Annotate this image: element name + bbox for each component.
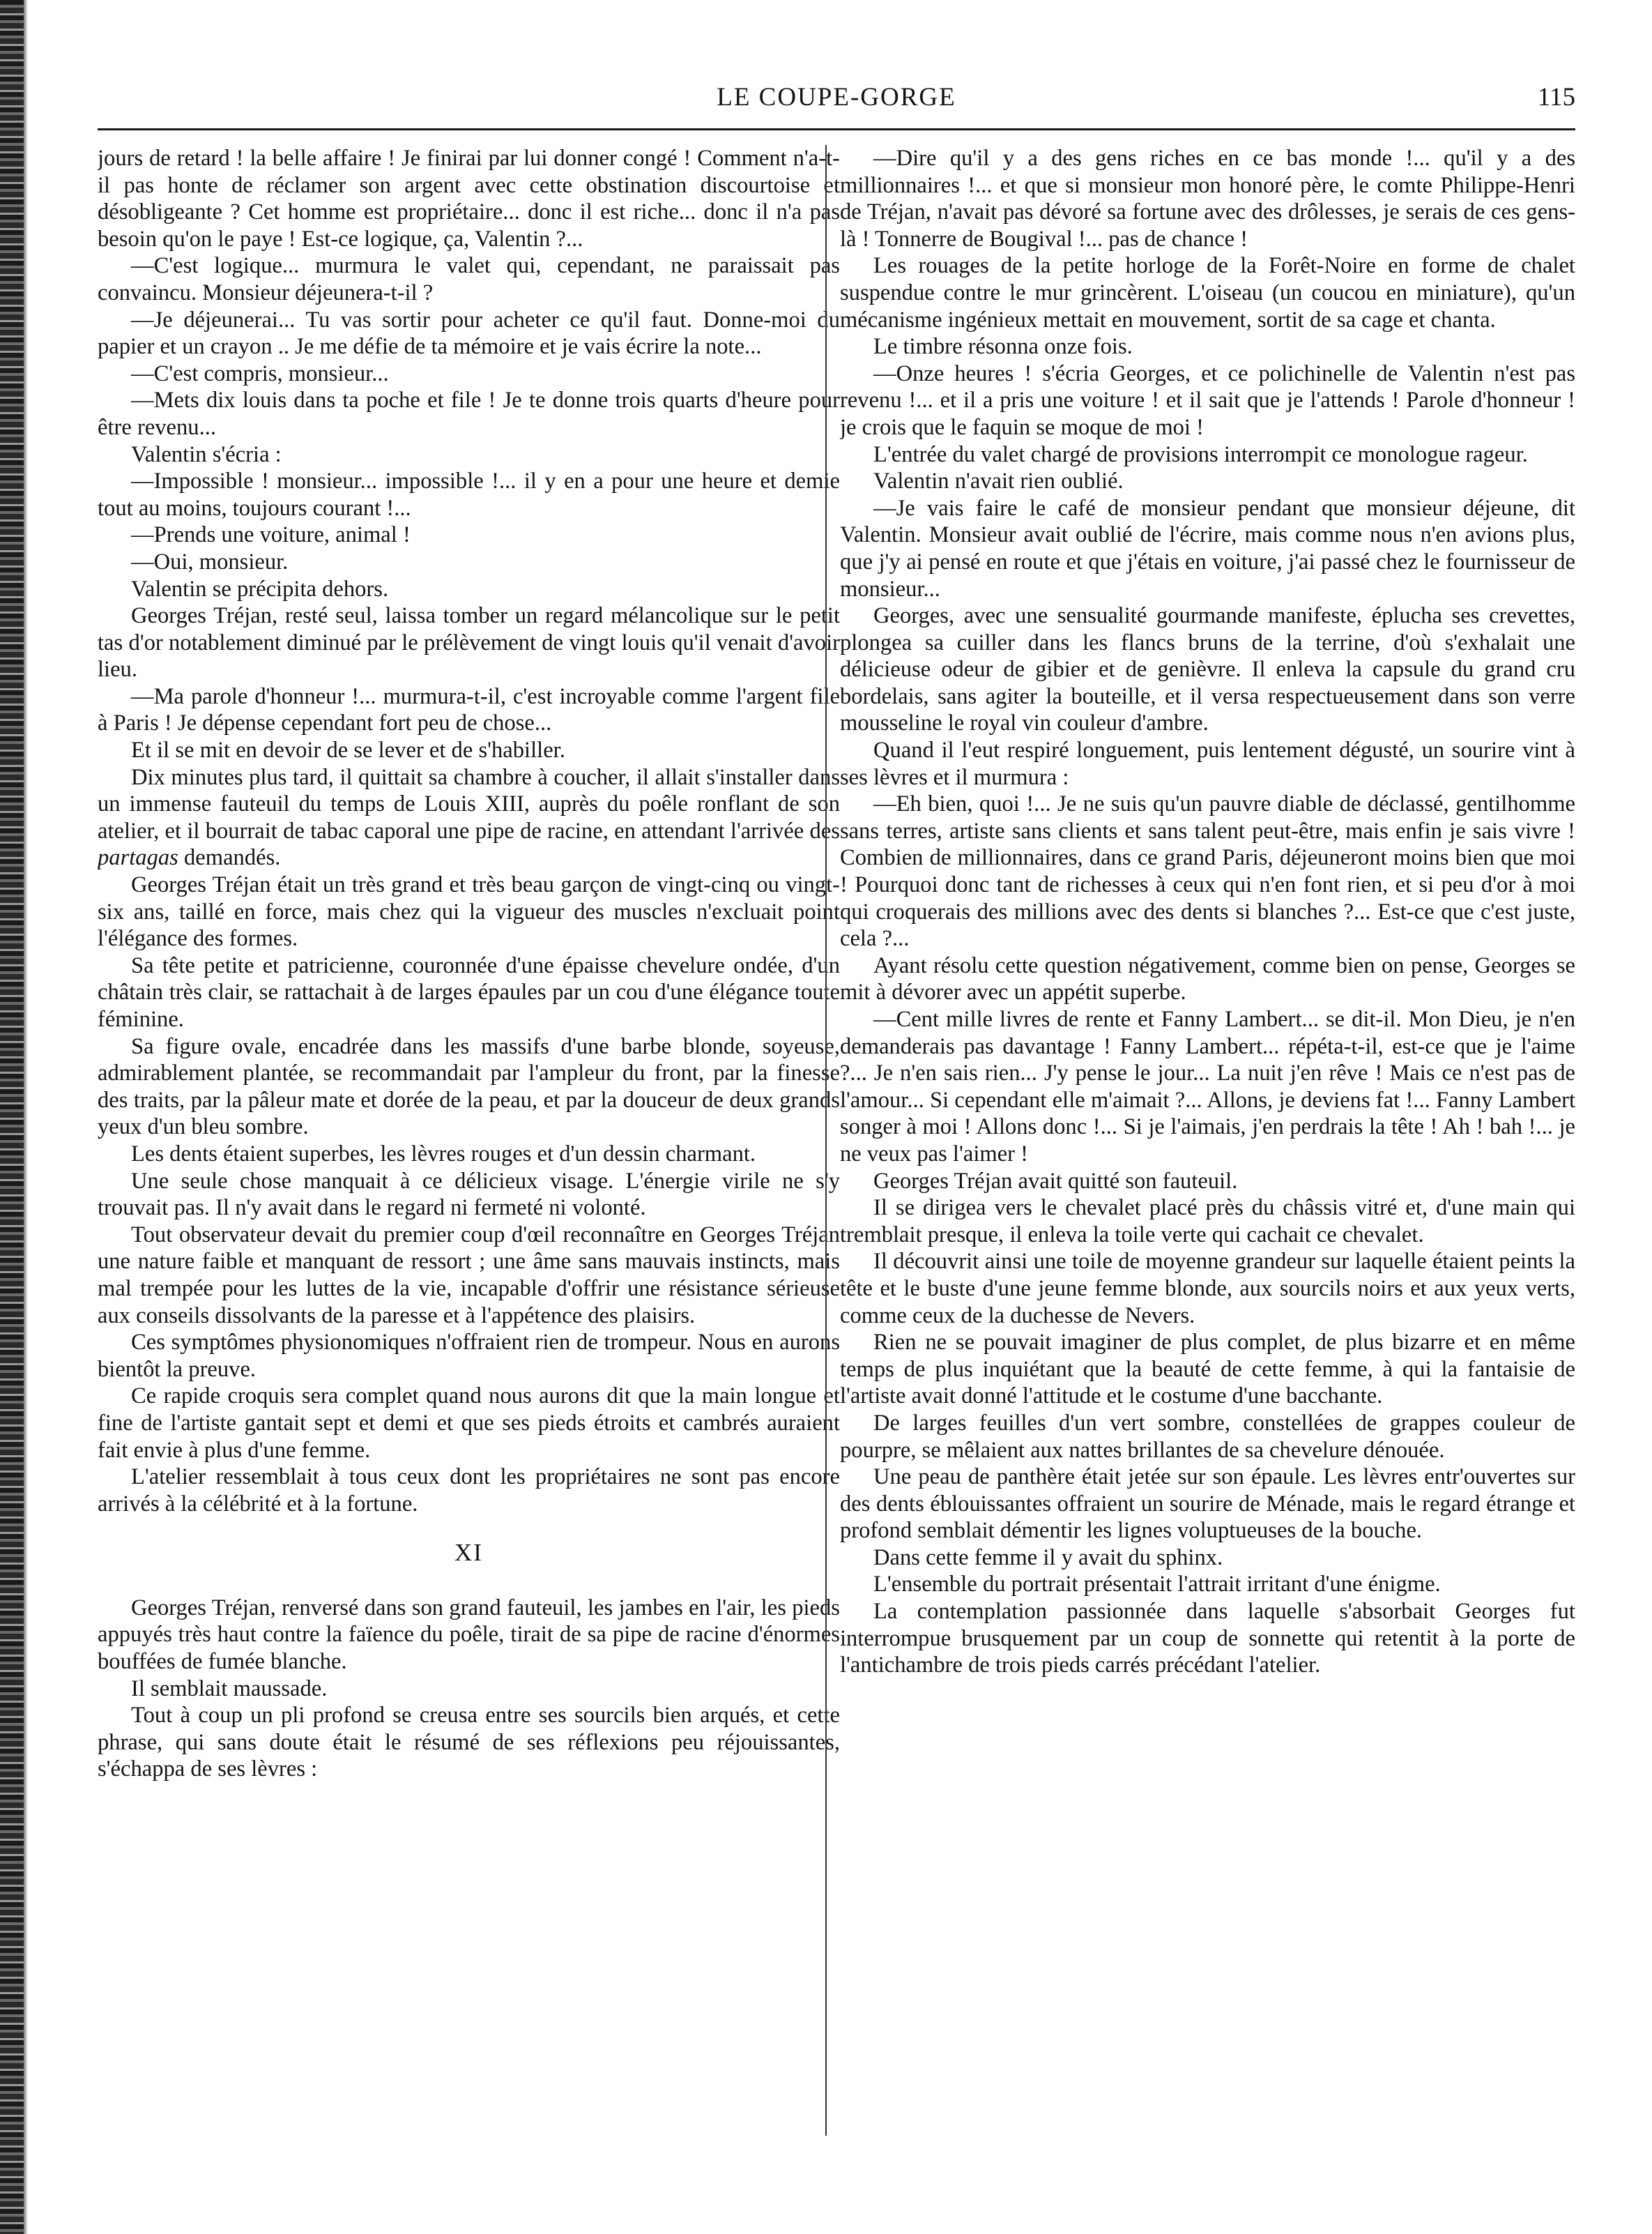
paragraph: Une peau de panthère était jetée sur son épaule. Les lèvres entr'ouvertes sur des dents éblouissantes offraient un sourire de Ménade, mais le regard étrange et profond semblait démentir les lignes voluptueuses de la bouche.	[840, 1464, 1575, 1544]
paragraph: Valentin n'avait rien oublié.	[873, 469, 1124, 494]
paragraph: Ces symptômes physionomiques n'offraient rien de trompeur. Nous en aurons bientôt la preuve.	[98, 1330, 840, 1382]
paragraph: —Ma parole d'honneur !... murmura-t-il, c'est incroyable comme l'argent file à Paris ! Je dépense cependant fort peu de chose...	[98, 683, 840, 736]
paragraph: Georges Tréjan avait quitté son fauteuil.	[873, 1168, 1238, 1194]
paragraph: Sa tête petite et patricienne, couronnée d'une épaisse chevelure ondée, d'un châtain très clair, se rattachait à de larges épaules par un cou d'une élégance toute féminine.	[98, 952, 840, 1032]
paragraph: Les dents étaient superbes, les lèvres rouges et d'un dessin charmant.	[131, 1141, 756, 1167]
paragraph: —Dire qu'il y a des gens riches en ce bas monde !... qu'il y a des millionnaires !... et que si monsieur mon honoré père, le comte Philippe-Henri de Tréjan, n'avait pas dévoré sa fortune avec des drôlesses, je serais de ces gens-là ! Tonnerre de Bougival !... pas de chance !	[840, 146, 1575, 252]
paragraph: Valentin s'écria :	[131, 441, 282, 467]
paragraph: Une seule chose manquait à ce délicieux visage. L'énergie virile ne s'y trouvait pas. Il n'y avait dans le regard ni fermeté ni volonté.	[98, 1168, 840, 1221]
left-column	[98, 145, 840, 2209]
paragraph: —Cent mille livres de rente et Fanny Lambert... se dit-il. Mon Dieu, je n'en demanderais pas davantage ! Fanny Lambert... répéta-t-il, est-ce que je l'aime ?... Je n'en sais rien... J'y pense le jour... La nuit j'en rêve ! Mais ce n'est pas de l'amour... Si cependant elle m'aimait ?... Allons, je deviens fat !... Fanny Lambert songer à moi ! Allons donc !... Si je l'aimais, j'en perdrais la tête ! Ah ! bah !... je ne veux pas l'aimer !	[840, 1007, 1575, 1167]
paragraph: Georges Tréjan, renversé dans son grand fauteuil, les jambes en l'air, les pieds appuyés très haut contre la faïence du poêle, tirait de sa pipe de racine d'énormes bouffées de fumée blanche.	[98, 1595, 840, 1675]
paragraph: jours de retard ! la belle affaire ! Je finirai par lui donner congé ! Comment n'a-t-il pas honte de réclamer son argent avec cette obstination discourtoise et désobligeante ? Cet homme est propriétaire... donc il est riche... donc il n'a pas besoin qu'on le paye ! Est-ce logique, ça, Valentin ?...	[98, 146, 840, 252]
paragraph: Rien ne se pouvait imaginer de plus complet, de plus bizarre et en même temps de plus inquiétant que la beauté de cette femme, à qui la fantaisie de l'artiste avait donné l'attitude et le costume d'une bacchante.	[840, 1330, 1575, 1409]
paragraph: Il découvrit ainsi une toile de moyenne grandeur sur laquelle étaient peints la tête et le buste d'une jeune femme blonde, aux sourcils noirs et aux yeux verts, comme ceux de la duchesse de Nevers.	[840, 1249, 1575, 1328]
paragraph: Ayant résolu cette question négativement, comme bien on pense, Georges se mit à dévorer avec un appétit superbe.	[840, 952, 1575, 1005]
page-number: 115	[1537, 83, 1575, 112]
binding-shadow	[24, 0, 28, 2234]
paragraph: Tout observateur devait du premier coup d'œil reconnaître en Georges Tréjan une nature faible et manquant de ressort ; une âme sans mauvais instincts, mais mal trempée pour les luttes de la vie, incapable d'offrir une résistance sérieuse aux conseils dissolvants de la paresse et à l'appétence des plaisirs.	[98, 1222, 840, 1328]
paragraph: Les rouages de la petite horloge de la Forêt-Noire en forme de chalet suspendue contre le mur grincèrent. L'oiseau (un coucou en miniature), qu'un mécanisme ingénieux mettait en mouvement, sortit de sa cage et chanta.	[840, 253, 1575, 333]
paragraph: Georges Tréjan, resté seul, laissa tomber un regard mélancolique sur le petit tas d'or notablement diminué par le prélèvement de vingt louis qu'il venait d'avoir lieu.	[98, 603, 840, 683]
paragraph: Le timbre résonna onze fois.	[873, 334, 1133, 360]
paragraph: De larges feuilles d'un vert sombre, constellées de grappes couleur de pourpre, se mêlaient aux nattes brillantes de sa chevelure dénouée.	[840, 1410, 1575, 1463]
paragraph: Tout à coup un pli profond se creusa entre ses sourcils bien arqués, et cette phrase, qui sans doute était le résumé de ses réflexions peu réjouissantes, s'échappa de ses lèvres :	[98, 1703, 840, 1782]
book-binding-edge	[0, 0, 24, 2234]
paragraph: —Je déjeunerai... Tu vas sortir pour acheter ce qu'il faut. Donne-moi du papier et un crayon .. Je me défie de ta mémoire et je vais écrire la note...	[98, 307, 840, 360]
paragraph: La contemplation passionnée dans laquelle s'absorbait Georges fut interrompue brusquement par un coup de sonnette qui retentit à la porte de l'antichambre de trois pieds carrés précédant l'atelier.	[840, 1599, 1575, 1678]
header-rule	[98, 128, 1575, 130]
paragraph: Il se dirigea vers le chevalet placé près du châssis vitré et, d'une main qui tremblait presque, il enleva la toile verte qui cachait ce chevalet.	[840, 1195, 1575, 1247]
paragraph: Ce rapide croquis sera complet quand nous aurons dit que la main longue et fine de l'artiste gantait sept et demi et que ses pieds étroits et cambrés auraient fait envie à plus d'une femme.	[98, 1383, 840, 1463]
chapter-heading: XI	[454, 1539, 483, 1567]
paragraph: Dans cette femme il y avait du sphinx.	[873, 1544, 1223, 1570]
paragraph: L'atelier ressemblait à tous ceux dont les propriétaires ne sont pas encore arrivés à la célébrité et à la fortune.	[98, 1464, 840, 1517]
column-divider	[825, 145, 827, 2136]
paragraph: Sa figure ovale, encadrée dans les massifs d'une barbe blonde, soyeuse, admirablement plantée, se recommandait par l'ampleur du front, par la finesse des traits, par la pâleur mate et dorée de la peau, et par la douceur de deux grands yeux d'un bleu sombre.	[98, 1033, 840, 1140]
paragraph: Il semblait maussade.	[131, 1676, 328, 1701]
running-title: LE COUPE-GORGE	[717, 83, 956, 112]
right-column	[840, 145, 1575, 2209]
paragraph: —Oui, monsieur.	[131, 549, 289, 575]
paragraph: Georges Tréjan était un très grand et très beau garçon de vingt-cinq ou vingt-six ans, taillé en force, mais chez qui la vigueur des muscles n'excluait point l'élégance des formes.	[98, 872, 840, 952]
right-column-text	[840, 145, 1575, 1679]
paragraph: —Je vais faire le café de monsieur pendant que monsieur déjeune, dit Valentin. Monsieur avait oublié de l'écrire, mais comme nous n'en avions plus, que j'y ai pensé en route et que j'étais en voiture, j'ai passé chez le fournisseur de monsieur...	[840, 495, 1575, 602]
paragraph: —Prends une voiture, animal !	[131, 522, 411, 548]
paragraph: Georges, avec une sensualité gourmande manifeste, éplucha ses crevettes, plongea sa cuiller dans les flancs bruns de la terrine, d'où s'exhalait une délicieuse odeur de gibier et de genièvre. Il enleva la capsule du grand cru bordelais, sans agiter la bouteille, et il versa respectueusement dans son verre mousseline le royal vin couleur d'ambre.	[840, 603, 1575, 736]
paragraph: Et il se mit en devoir de se lever et de s'habiller.	[131, 738, 565, 763]
paragraph: Valentin se précipita dehors.	[131, 576, 389, 602]
paragraph: —Onze heures ! s'écria Georges, et ce polichinelle de Valentin n'est pas revenu !... et il a pris une voiture ! et il sait que je l'attends ! Parole d'honneur ! je crois que le faquin se moque de moi !	[840, 360, 1575, 440]
left-column-text-before	[98, 145, 840, 1517]
paragraph: —Mets dix louis dans ta poche et file ! Je te donne trois quarts d'heure pour être revenu...	[98, 388, 840, 440]
paragraph: —C'est compris, monsieur...	[131, 360, 389, 386]
paragraph: Dix minutes plus tard, il quittait sa chambre à coucher, il allait s'installer dans un immense fauteuil du temps de Louis XIII, auprès du poêle ronflant de son atelier, et il bourrait de tabac caporal une pipe de racine, en attendant l'arrivée des partagas demandés.	[98, 764, 840, 871]
page-header	[98, 82, 1575, 124]
paragraph: L'ensemble du portrait présentait l'attrait irritant d'une énigme.	[873, 1572, 1441, 1597]
paragraph: —C'est logique... murmura le valet qui, cependant, ne paraissait pas convaincu. Monsieur déjeunera-t-il ?	[98, 253, 840, 305]
left-column-text-after	[98, 1595, 840, 1783]
paragraph: —Eh bien, quoi !... Je ne suis qu'un pauvre diable de déclassé, gentilhomme sans terres, artiste sans clients et sans talent peut-être, mais enfin je sais vivre ! Combien de millionnaires, dans ce grand Paris, déjeuneront moins bien que moi ! Pourquoi donc tant de richesses à ceux qui n'en font rien, et si peu d'or à moi qui croquerais des millions avec des dents si blanches ?... Est-ce que c'est juste, cela ?...	[840, 791, 1575, 952]
italic-word: partagas	[98, 845, 178, 871]
paragraph: Quand il l'eut respiré longuement, puis lentement dégusté, un sourire vint à ses lèvres et il murmura :	[840, 738, 1575, 790]
paragraph: L'entrée du valet chargé de provisions interrompit ce monologue rageur.	[873, 441, 1528, 467]
paragraph: —Impossible ! monsieur... impossible !... il y en a pour une heure et demie tout au moins, toujours courant !...	[98, 469, 840, 521]
